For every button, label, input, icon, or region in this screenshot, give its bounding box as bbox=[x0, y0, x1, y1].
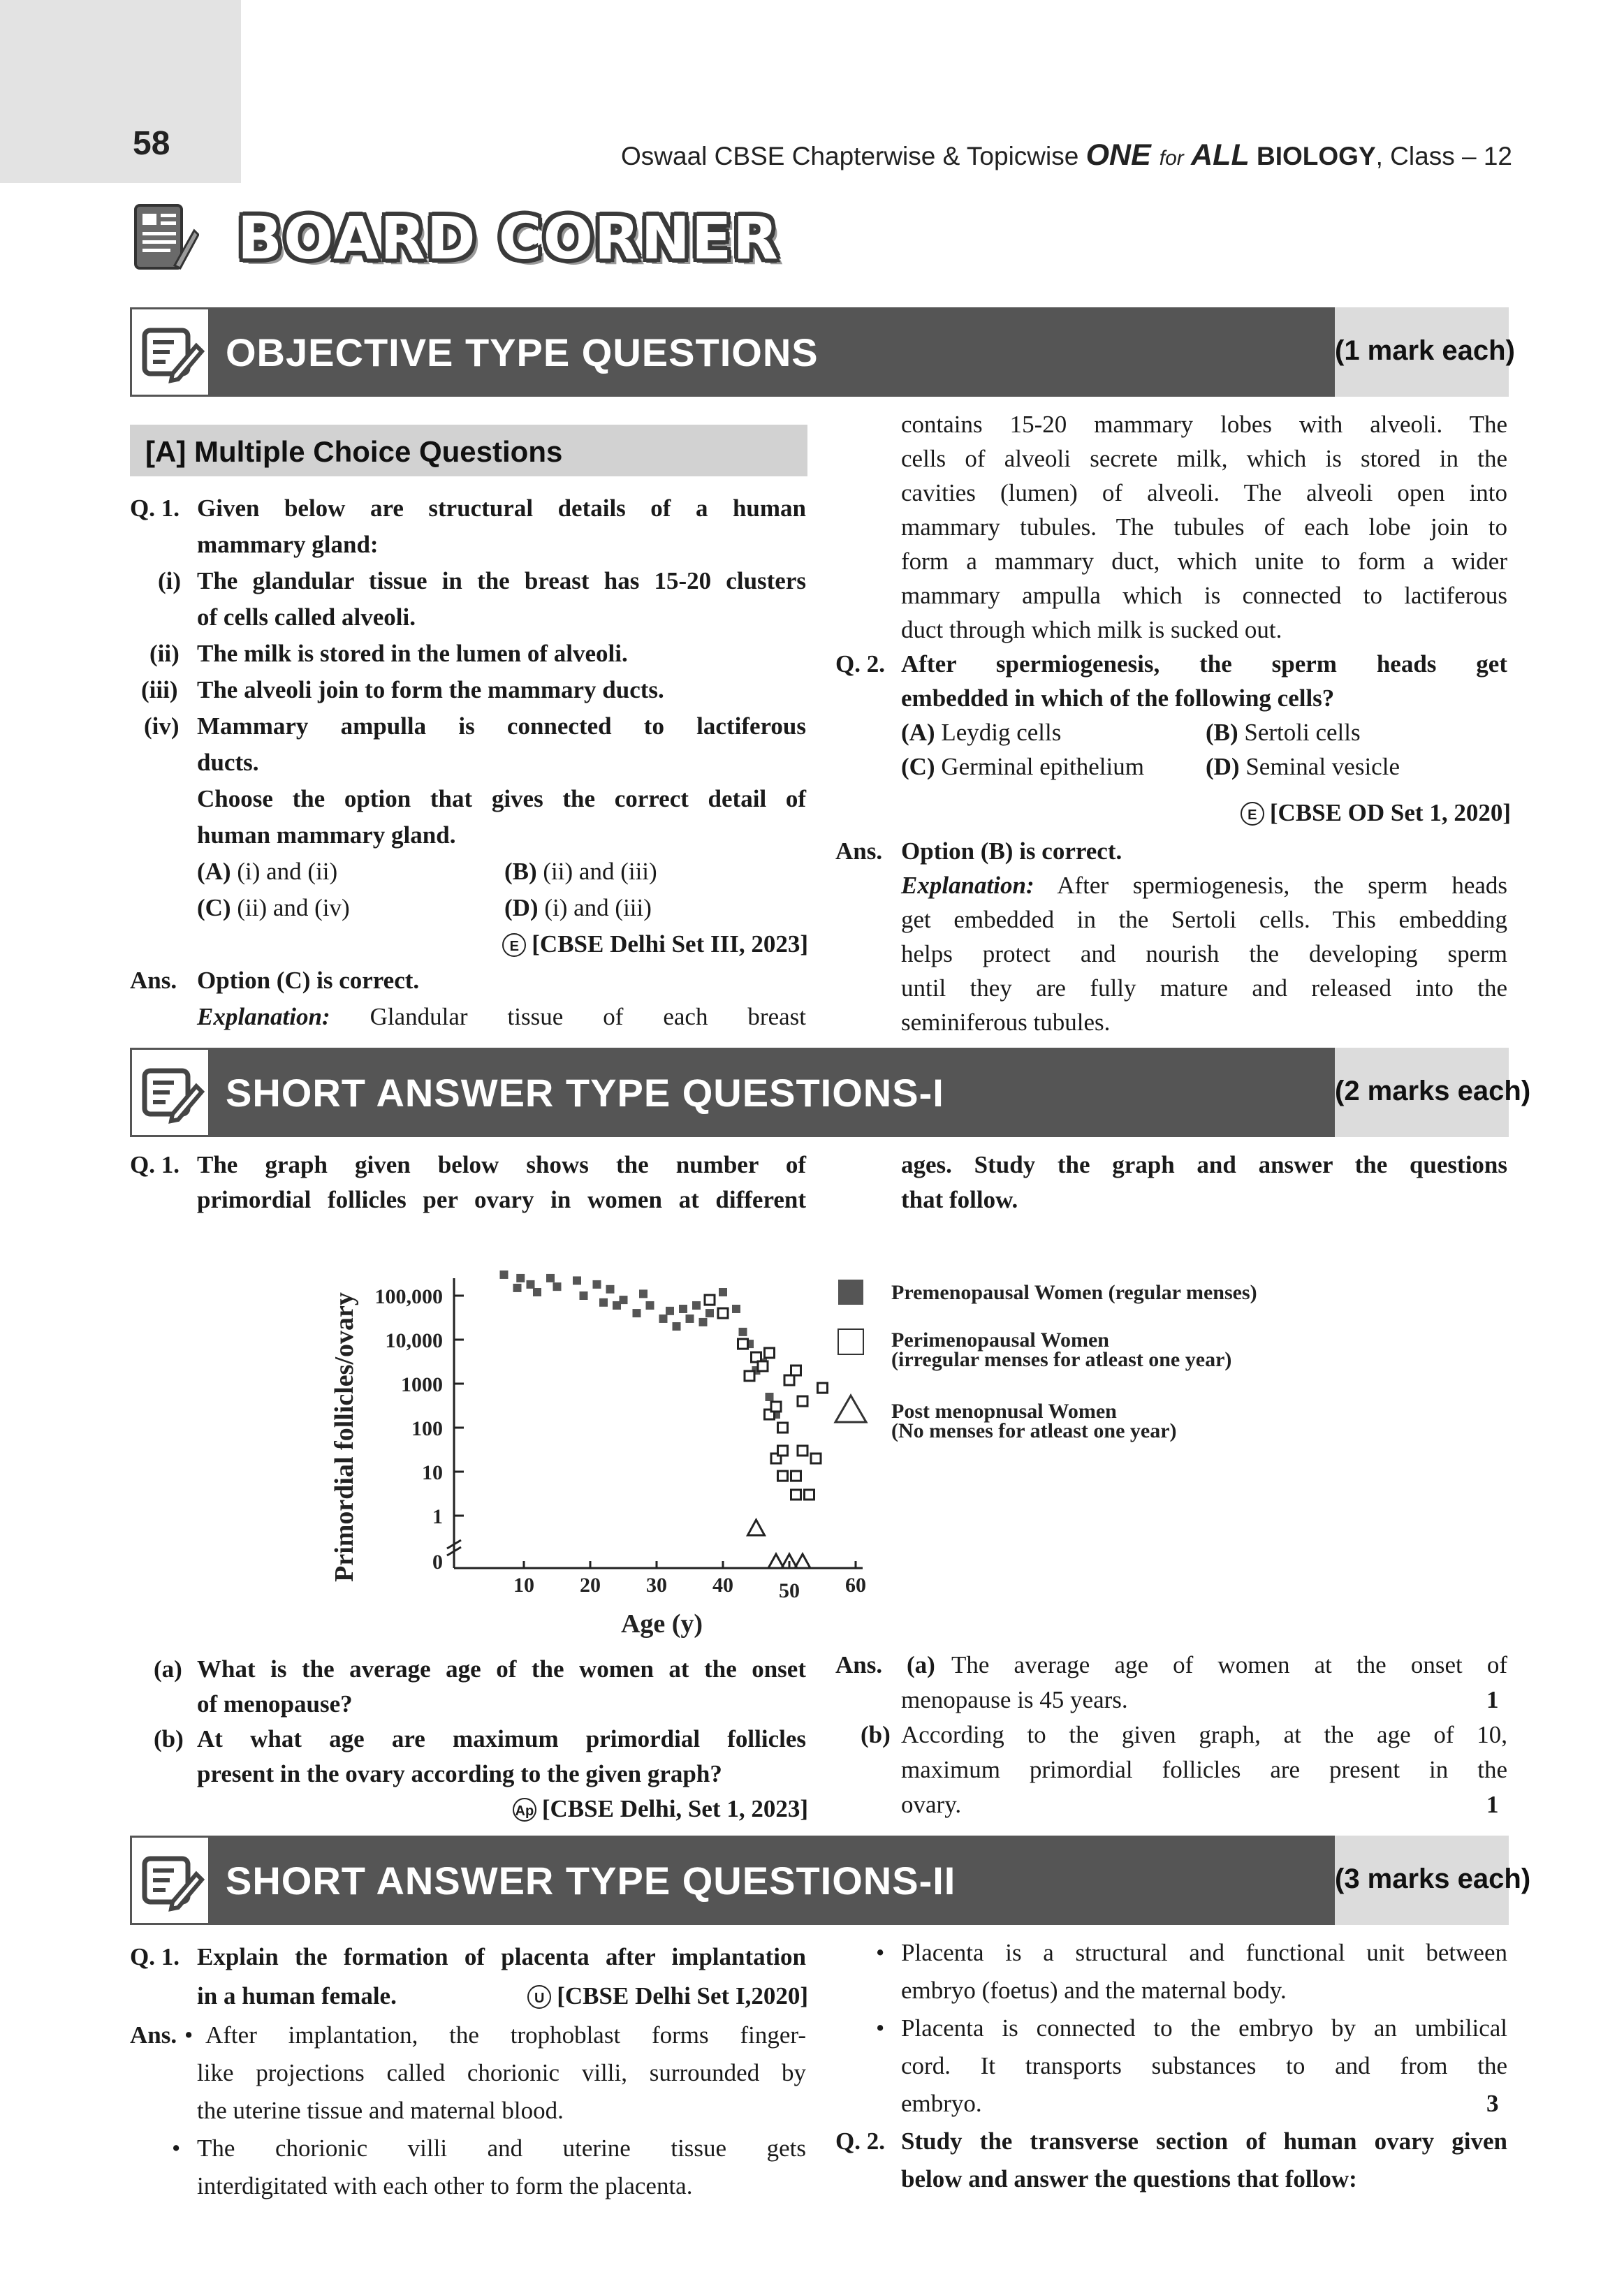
board-corner-icon bbox=[133, 203, 199, 272]
explanation-text: mammary ampulla which is connected to lactiferous bbox=[901, 582, 1507, 609]
legend-label: Perimenopausal Women bbox=[891, 1328, 1109, 1352]
perimenopausal-point bbox=[818, 1383, 828, 1393]
source-citation: Ap [CBSE Delhi, Set 1, 2023] bbox=[513, 1792, 808, 1826]
premenopausal-point bbox=[580, 1291, 588, 1300]
answer-label: Ans. bbox=[130, 967, 177, 994]
y-tick-label: 10 bbox=[422, 1461, 443, 1484]
x-axis-label: Age (y) bbox=[620, 1609, 703, 1639]
item-text: The alveoli join to form the mammary ducts. bbox=[197, 676, 664, 703]
x-tick-label: 30 bbox=[646, 1574, 667, 1597]
premenopausal-point bbox=[705, 1309, 714, 1317]
explanation-text: cavities (lumen) of alveoli. The alveoli open into bbox=[901, 479, 1507, 506]
item-text: Mammary ampulla is connected to lactiferous bbox=[197, 712, 806, 740]
legend-label: Post menopnusal Women bbox=[891, 1400, 1117, 1423]
question-text: primordial follicles per ovary in women at different bbox=[197, 1186, 806, 1213]
evaluate-badge-icon: E bbox=[502, 933, 526, 957]
x-tick-label: 20 bbox=[580, 1574, 601, 1597]
answer-point: the uterine tissue and maternal blood. bbox=[197, 2097, 564, 2124]
premenopausal-point bbox=[766, 1393, 774, 1401]
sub-question-number: (b) bbox=[154, 1725, 184, 1752]
answer-text: The average age of women at the onset of bbox=[951, 1651, 1507, 1678]
perimenopausal-point bbox=[778, 1423, 788, 1433]
brand-logo: ONE for ALL bbox=[1085, 138, 1250, 172]
short-answer-1-banner bbox=[130, 1048, 1531, 1137]
question-text: After spermiogenesis, the sperm heads get bbox=[901, 650, 1507, 678]
section-marks: (1 mark each) bbox=[1335, 335, 1515, 366]
y-tick-label: 1000 bbox=[401, 1373, 443, 1396]
y-tick-label: 0 bbox=[432, 1551, 443, 1574]
legend-open-square-icon bbox=[838, 1329, 863, 1354]
question-number: Q. 2. bbox=[835, 650, 885, 678]
question-text: Explain the formation of placenta after implantation bbox=[197, 1943, 806, 1970]
x-tick-label: 40 bbox=[712, 1574, 733, 1597]
bullet-icon: • bbox=[184, 2021, 193, 2049]
x-tick-label: 10 bbox=[513, 1574, 534, 1597]
perimenopausal-point bbox=[805, 1490, 814, 1500]
item-number: (i) bbox=[158, 567, 182, 594]
perimenopausal-point bbox=[811, 1454, 821, 1463]
explanation-text: mammary tubules. The tubules of each lobe join to bbox=[901, 513, 1507, 541]
answer-point: Placenta is connected to the embryo by an umbilical bbox=[901, 2014, 1507, 2042]
postmenopausal-point bbox=[768, 1554, 784, 1568]
legend-filled-square-icon bbox=[838, 1280, 863, 1305]
premenopausal-point bbox=[593, 1280, 601, 1289]
perimenopausal-point bbox=[784, 1375, 794, 1385]
item-number: (iii) bbox=[141, 676, 178, 703]
premenopausal-point bbox=[673, 1322, 681, 1331]
item-text: of cells called alveoli. bbox=[197, 603, 416, 631]
source-citation: U [CBSE Delhi Set I,2020] bbox=[527, 1979, 808, 2013]
answer-point: embryo. bbox=[901, 2090, 982, 2117]
answer-point: The chorionic villi and uterine tissue gets bbox=[197, 2135, 806, 2162]
sub-question-text: present in the ovary according to the given graph? bbox=[197, 1760, 722, 1787]
postmenopausal-point bbox=[748, 1520, 765, 1535]
bullet-icon: • bbox=[876, 1939, 885, 1966]
premenopausal-point bbox=[620, 1296, 628, 1304]
y-tick-label: 1 bbox=[432, 1505, 443, 1528]
premenopausal-point bbox=[679, 1305, 687, 1313]
sub-question-number: (a) bbox=[154, 1655, 182, 1683]
perimenopausal-point bbox=[791, 1366, 801, 1375]
sub-question-text: What is the average age of the women at the onset bbox=[197, 1655, 806, 1683]
perimenopausal-point bbox=[791, 1490, 801, 1500]
option-c: (C) (ii) and (iv) bbox=[197, 894, 350, 921]
question-number: Q. 1. bbox=[130, 495, 180, 522]
sub-question-text: At what age are maximum primordial follicles bbox=[197, 1725, 806, 1752]
bullet-icon: • bbox=[876, 2014, 885, 2042]
answer-sub-number: (b) bbox=[861, 1721, 891, 1748]
premenopausal-point bbox=[500, 1271, 509, 1279]
mark-value: 1 bbox=[1486, 1791, 1499, 1818]
source-citation: E [CBSE OD Set 1, 2020] bbox=[1241, 796, 1511, 830]
mark-value: 3 bbox=[1486, 2090, 1499, 2117]
premenopausal-point bbox=[732, 1305, 740, 1313]
sub-question-text: of menopause? bbox=[197, 1690, 353, 1718]
explanation-text: helps protect and nourish the developing sperm bbox=[901, 940, 1507, 967]
perimenopausal-point bbox=[745, 1371, 754, 1381]
answer-text: According to the given graph, at the age of 10, bbox=[901, 1721, 1507, 1748]
premenopausal-point bbox=[573, 1276, 581, 1284]
mark-value: 1 bbox=[1486, 1686, 1499, 1713]
answer-text: menopause is 45 years. bbox=[901, 1686, 1128, 1713]
page-number-box bbox=[0, 0, 241, 183]
evaluate-badge-icon: E bbox=[1241, 802, 1264, 826]
premenopausal-point bbox=[633, 1309, 641, 1317]
answer-label: Ans. bbox=[130, 2021, 177, 2049]
question-text: below and answer the questions that follow: bbox=[901, 2165, 1357, 2193]
instruction-text: Choose the option that gives the correct detail of bbox=[197, 785, 806, 812]
perimenopausal-point bbox=[798, 1446, 807, 1456]
section-title: SHORT ANSWER TYPE QUESTIONS-II bbox=[226, 1859, 956, 1903]
item-number: (ii) bbox=[149, 640, 180, 667]
premenopausal-point bbox=[553, 1282, 562, 1291]
option-d: (D) (i) and (iii) bbox=[504, 894, 652, 921]
premenopausal-point bbox=[659, 1315, 668, 1323]
explanation-text: until they are fully mature and released into the bbox=[901, 974, 1507, 1002]
section-title: SHORT ANSWER TYPE QUESTIONS-I bbox=[226, 1071, 944, 1115]
question-text: Study the transverse section of human ovary given bbox=[901, 2128, 1507, 2155]
follicle-scatter-chart bbox=[321, 1236, 1369, 1648]
premenopausal-point bbox=[516, 1274, 525, 1282]
premenopausal-point bbox=[546, 1274, 555, 1282]
pencil-note-icon bbox=[130, 1836, 210, 1925]
x-tick-label: 50 bbox=[779, 1579, 800, 1602]
premenopausal-point bbox=[513, 1284, 522, 1292]
mcq-subheading: [A] Multiple Choice Questions bbox=[130, 425, 807, 476]
pencil-note-icon bbox=[130, 307, 210, 397]
item-text: The glandular tissue in the breast has 15-20 clusters bbox=[197, 567, 806, 594]
section-marks: (3 marks each) bbox=[1335, 1864, 1531, 1894]
postmenopausal-point bbox=[795, 1554, 810, 1568]
question-text: that follow. bbox=[901, 1186, 1018, 1213]
premenopausal-point bbox=[527, 1280, 535, 1289]
option-a: (A) (i) and (ii) bbox=[197, 858, 338, 885]
answer-label: Ans. bbox=[835, 837, 883, 865]
apply-badge-icon: Ap bbox=[513, 1798, 536, 1822]
question-text: The graph given below shows the number of bbox=[197, 1151, 806, 1178]
source-citation: E [CBSE Delhi Set III, 2023] bbox=[502, 928, 808, 961]
y-axis-label: Primordial follicles/ovary bbox=[330, 1292, 359, 1582]
option-b: (B) Sertoli cells bbox=[1206, 719, 1361, 746]
understand-badge-icon: U bbox=[527, 1985, 551, 2009]
explanation-text: cells of alveoli secrete milk, which is stored in the bbox=[901, 445, 1507, 472]
item-text: ducts. bbox=[197, 749, 259, 776]
option-d: (D) Seminal vesicle bbox=[1206, 753, 1400, 780]
running-head: Oswaal CBSE Chapterwise & Topicwise ONE for ALL BIOLOGY, Class – 12 bbox=[621, 138, 1512, 172]
answer-point: After implantation, the trophoblast forms finger- bbox=[205, 2021, 806, 2049]
explanation-text: get embedded in the Sertoli cells. This embedding bbox=[901, 906, 1507, 933]
premenopausal-point bbox=[606, 1285, 615, 1294]
y-tick-label: 10,000 bbox=[385, 1329, 443, 1352]
answer-point: Placenta is a structural and functional unit between bbox=[901, 1939, 1507, 1966]
perimenopausal-point bbox=[778, 1446, 788, 1456]
item-text: The milk is stored in the lumen of alveoli. bbox=[197, 640, 628, 667]
question-text: mammary gland: bbox=[197, 531, 379, 558]
question-text: in a human female. bbox=[197, 1982, 397, 2010]
premenopausal-point bbox=[666, 1307, 674, 1315]
perimenopausal-point bbox=[738, 1339, 748, 1349]
pencil-note-icon bbox=[130, 1048, 210, 1137]
explanation-text: Explanation: After spermiogenesis, the sperm heads bbox=[901, 872, 1508, 899]
option-b: (B) (ii) and (iii) bbox=[504, 858, 657, 885]
question-number: Q. 2. bbox=[835, 2128, 885, 2155]
section-marks: (2 marks each) bbox=[1335, 1076, 1531, 1106]
question-text: ages. Study the graph and answer the questions bbox=[901, 1151, 1507, 1178]
premenopausal-point bbox=[639, 1289, 648, 1298]
premenopausal-point bbox=[739, 1328, 747, 1336]
legend-label: (No menses for atleast one year) bbox=[891, 1419, 1177, 1442]
premenopausal-point bbox=[686, 1315, 694, 1323]
answer-text: Option (C) is correct. bbox=[197, 967, 420, 994]
perimenopausal-point bbox=[758, 1361, 768, 1371]
answer-text: maximum primordial follicles are present in the bbox=[901, 1756, 1507, 1783]
premenopausal-point bbox=[692, 1301, 701, 1310]
perimenopausal-point bbox=[778, 1471, 788, 1481]
answer-point: cord. It transports substances to and from the bbox=[901, 2052, 1507, 2079]
perimenopausal-point bbox=[765, 1348, 775, 1358]
answer-text: Option (B) is correct. bbox=[901, 837, 1122, 865]
answer-label: Ans. bbox=[835, 1651, 883, 1678]
question-text: embedded in which of the following cells? bbox=[901, 685, 1335, 712]
answer-point: like projections called chorionic villi, surrounded by bbox=[197, 2059, 806, 2086]
question-number: Q. 1. bbox=[130, 1943, 180, 1970]
option-c: (C) Germinal epithelium bbox=[901, 753, 1144, 780]
bullet-icon: • bbox=[172, 2135, 181, 2162]
answer-point: interdigitated with each other to form the placenta. bbox=[197, 2172, 693, 2199]
answer-point: embryo (foetus) and the maternal body. bbox=[901, 1977, 1287, 2004]
premenopausal-point bbox=[646, 1301, 654, 1310]
perimenopausal-point bbox=[791, 1471, 801, 1481]
explanation-text: form a mammary duct, which unite to form a wider bbox=[901, 548, 1507, 575]
short-answer-2-banner bbox=[130, 1836, 1531, 1925]
explanation-text: seminiferous tubules. bbox=[901, 1009, 1111, 1036]
y-tick-label: 100,000 bbox=[374, 1285, 443, 1308]
answer-sub-number: (a) bbox=[907, 1651, 935, 1678]
legend-triangle-icon bbox=[835, 1396, 866, 1422]
legend-label: (irregular menses for atleast one year) bbox=[891, 1348, 1232, 1371]
x-tick-label: 60 bbox=[845, 1574, 866, 1597]
objective-section-banner bbox=[130, 307, 1515, 397]
perimenopausal-point bbox=[798, 1396, 807, 1406]
question-number: Q. 1. bbox=[130, 1151, 180, 1178]
premenopausal-point bbox=[699, 1318, 708, 1326]
premenopausal-point bbox=[533, 1288, 541, 1296]
explanation-text: contains 15-20 mammary lobes with alveoli. The bbox=[901, 411, 1507, 438]
legend-label: Premenopausal Women (regular menses) bbox=[891, 1281, 1257, 1304]
perimenopausal-point bbox=[771, 1402, 781, 1412]
answer-text: ovary. bbox=[901, 1791, 962, 1818]
explanation-text: Explanation: Glandular tissue of each breast bbox=[197, 1003, 806, 1030]
option-a: (A) Leydig cells bbox=[901, 719, 1062, 746]
premenopausal-point bbox=[599, 1298, 608, 1307]
item-number: (iv) bbox=[144, 712, 180, 740]
perimenopausal-point bbox=[705, 1295, 715, 1305]
y-tick-label: 100 bbox=[411, 1417, 443, 1440]
explanation-text: duct through which milk is sucked out. bbox=[901, 616, 1282, 643]
board-corner-title: BOARD CORNER bbox=[237, 204, 780, 272]
page-number: 58 bbox=[133, 125, 170, 162]
instruction-text: human mammary gland. bbox=[197, 821, 456, 849]
section-title: OBJECTIVE TYPE QUESTIONS bbox=[226, 330, 819, 374]
question-text: Given below are structural details of a human bbox=[197, 495, 806, 522]
perimenopausal-point bbox=[718, 1308, 728, 1318]
premenopausal-point bbox=[719, 1288, 727, 1296]
